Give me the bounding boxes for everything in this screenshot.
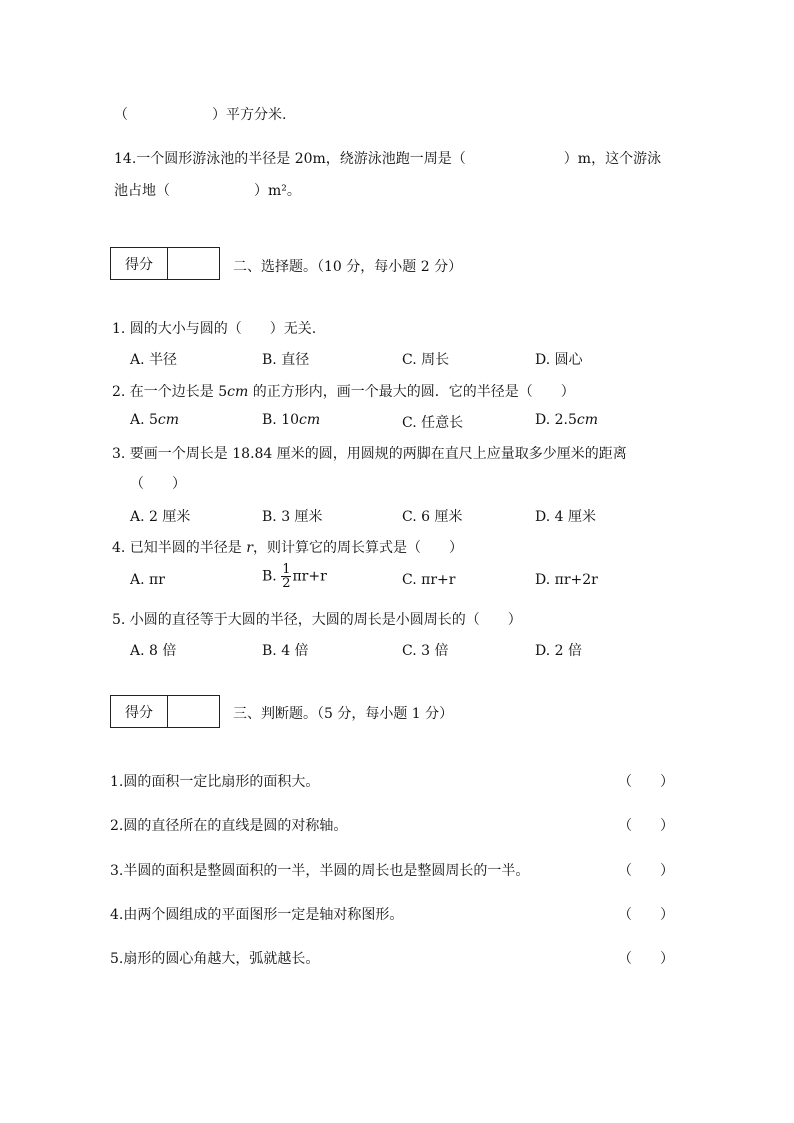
mc-q1-stem: 1. 圆的大小与圆的（ ）无关. <box>112 321 317 337</box>
score-label: 得分 <box>111 696 168 727</box>
q14-line1: 14.一个圆形游泳池的半径是 20m，绕游泳池跑一周是（ ）m，这个游泳 <box>114 151 662 167</box>
tf-q1-answer-paren: （ ） <box>618 774 674 790</box>
mc-q4-option-b <box>262 563 327 590</box>
tf-q2: 2.圆的直径所在的直线是圆的对称轴。 <box>110 818 348 834</box>
section3-title: 三、判断题。（5 分，每小题 1 分） <box>233 706 454 722</box>
mc-q5-option-d: D. 2 倍 <box>535 643 582 659</box>
tf-q3-answer-paren: （ ） <box>618 863 674 879</box>
mc-q4-option-a: A. πr <box>130 572 165 588</box>
mc-q1-option-a: A. 半径 <box>130 352 178 368</box>
mc-q5-option-a: A. 8 倍 <box>130 643 177 659</box>
option-b-expression: πr+r <box>292 568 327 585</box>
section2-title: 二、选择题。（10 分，每小题 2 分） <box>233 259 463 275</box>
mc-q2-option-a: A. 5𝑐𝑚 <box>130 412 180 428</box>
score-box-section2 <box>110 247 220 280</box>
mc-q2-option-d: D. 2.5𝑐𝑚 <box>535 412 599 428</box>
tf-q1: 1.圆的面积一定比扇形的面积大。 <box>110 774 320 790</box>
mc-q5-option-c: C. 3 倍 <box>402 643 449 659</box>
q14-line2: 池占地（ ）m²。 <box>114 183 301 199</box>
mc-q3-option-c: C. 6 厘米 <box>402 509 463 525</box>
tf-q4: 4.由两个圆组成的平面图形一定是轴对称图形。 <box>110 907 404 923</box>
score-label: 得分 <box>111 248 168 279</box>
mc-q4-stem: 4. 已知半圆的半径是 𝑟，则计算它的周长算式是（ ） <box>112 540 463 556</box>
option-b-letter: B. <box>262 568 277 585</box>
score-box-section3 <box>110 695 220 728</box>
mc-q4-option-c: C. πr+r <box>402 572 456 588</box>
mc-q5-option-b: B. 4 倍 <box>262 643 309 659</box>
mc-q3-stem: 3. 要画一个周长是 18.84 厘米的圆，用圆规的两脚在直尺上应量取多少厘米的距离 <box>112 446 627 462</box>
fraction-denominator: 2 <box>282 576 291 591</box>
mc-q2-option-c: C. 任意长 <box>402 415 464 431</box>
q13-tail: （ ）平方分米. <box>114 107 287 123</box>
mc-q1-option-b: B. 直径 <box>262 352 310 368</box>
mc-q1-option-c: C. 周长 <box>402 352 450 368</box>
tf-q2-answer-paren: （ ） <box>618 818 674 834</box>
mc-q3-option-d: D. 4 厘米 <box>535 509 596 525</box>
mc-q4-option-d: D. πr+2r <box>535 572 598 588</box>
tf-q4-answer-paren: （ ） <box>618 907 674 923</box>
tf-q5-answer-paren: （ ） <box>618 951 674 967</box>
mc-q2-stem: 2. 在一个边长是 5𝑐𝑚 的正方形内，画一个最大的圆．它的半径是（ ） <box>112 384 575 400</box>
fraction-one-half <box>281 563 291 590</box>
tf-q5: 5.扇形的圆心角越大，弧就越长。 <box>110 951 320 967</box>
score-blank <box>168 248 219 279</box>
mc-q1-option-d: D. 圆心 <box>535 352 583 368</box>
tf-q3: 3.半圆的面积是整圆面积的一半，半圆的周长也是整圆周长的一半。 <box>110 863 530 879</box>
mc-q3-option-a: A. 2 厘米 <box>130 509 191 525</box>
mc-q2-option-b: B. 10𝑐𝑚 <box>262 412 321 428</box>
fraction-numerator: 1 <box>282 562 291 577</box>
mc-q3-stem-cont: （ ） <box>130 476 186 492</box>
score-blank <box>168 696 219 727</box>
mc-q3-option-b: B. 3 厘米 <box>262 509 323 525</box>
mc-q5-stem: 5. 小圆的直径等于大圆的半径，大圆的周长是小圆周长的（ ） <box>112 612 522 628</box>
